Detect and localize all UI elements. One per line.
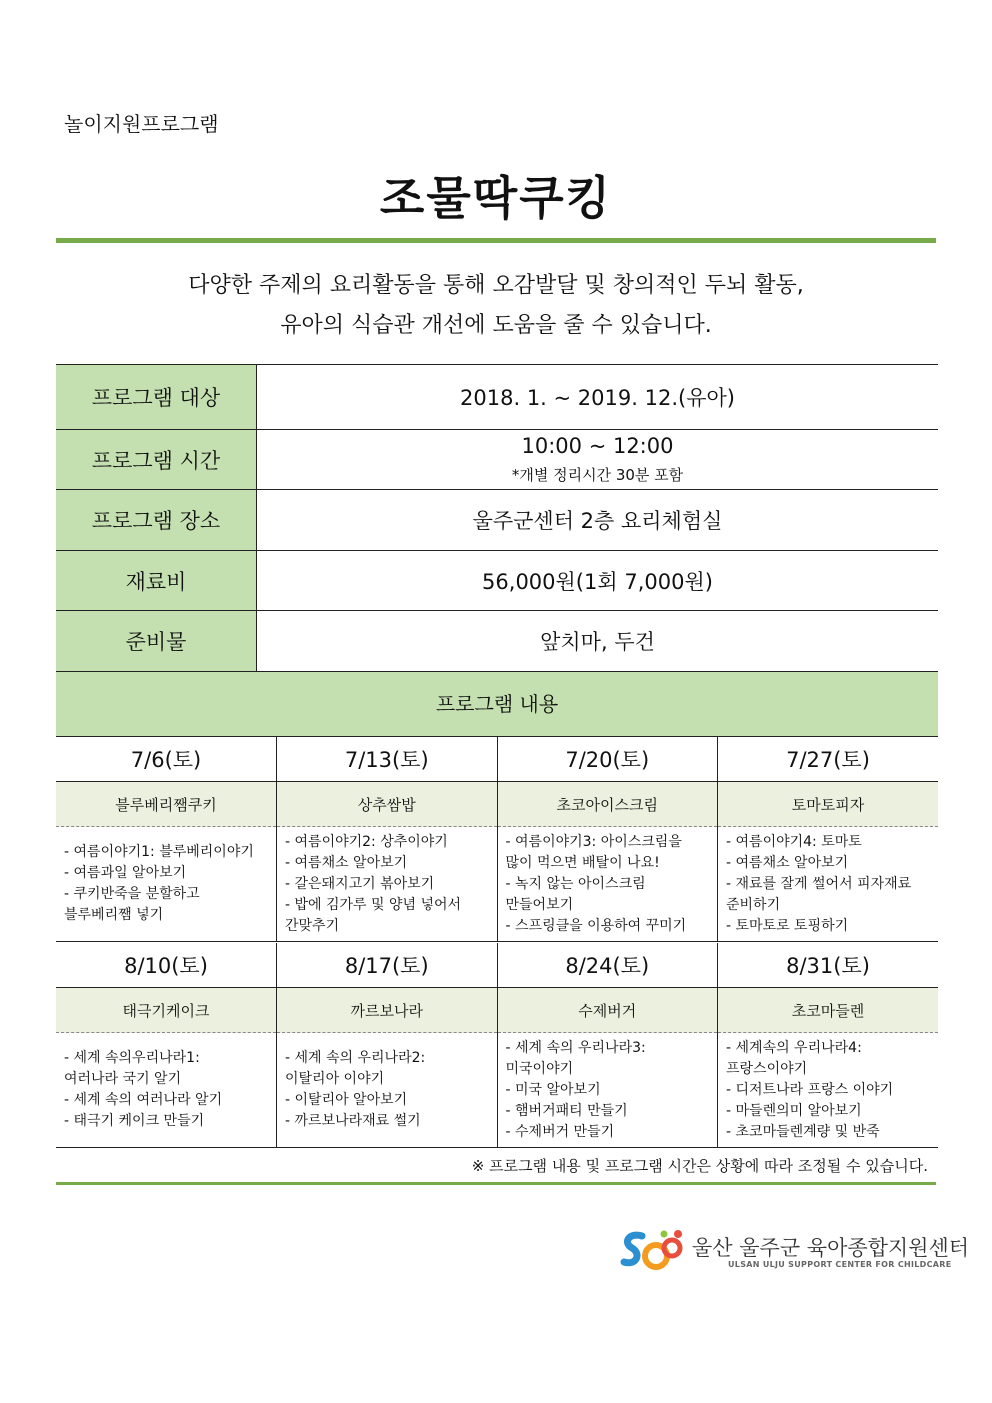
activity-list xyxy=(285,1048,491,1132)
activity-item: - 세계속의 우리나라4: xyxy=(726,1038,932,1059)
activity-item-continued: 이탈리아 이야기 xyxy=(285,1071,385,1087)
date-row xyxy=(56,943,938,988)
activity-item: - 밥에 김가루 및 양념 넣어서 xyxy=(285,895,491,916)
activity-cell xyxy=(497,1033,718,1148)
activity-cell xyxy=(718,1033,939,1148)
activity-cell xyxy=(277,1033,498,1148)
activity-item: - 까르보나라재료 썰기 xyxy=(285,1111,491,1132)
activity-item: - 토마토로 토핑하기 xyxy=(726,916,932,937)
activity-item: - 갈은돼지고기 볶아보기 xyxy=(285,874,491,895)
session-menu: 태극기케이크 xyxy=(56,988,277,1033)
activity-item-continued: 간맞추기 xyxy=(285,917,340,934)
info-row-supplies xyxy=(56,611,938,672)
fee-value: 56,000원(1회 7,000원) xyxy=(257,551,939,611)
center-logo-icon xyxy=(620,1228,686,1272)
activity-item: - 햄버거패티 만들기 xyxy=(506,1101,712,1122)
activity-row xyxy=(56,1033,938,1148)
program-category: 놀이지원프로그램 xyxy=(64,112,219,136)
activity-item-continued: 준비하기 xyxy=(726,896,781,913)
activity-list xyxy=(64,842,270,926)
info-row-place xyxy=(56,490,938,551)
session-date: 8/24(토) xyxy=(497,943,718,988)
session-date: 7/27(토) xyxy=(718,737,939,782)
fee-label: 재료비 xyxy=(56,551,257,611)
activity-cell xyxy=(56,827,277,942)
menu-row xyxy=(56,782,938,827)
intro-line-2: 유아의 식습관 개선에 도움을 줄 수 있습니다. xyxy=(280,313,712,338)
activity-item: - 스프링클을 이용하여 꾸미기 xyxy=(506,916,712,937)
session-date: 7/20(토) xyxy=(497,737,718,782)
date-row xyxy=(56,737,938,782)
activity-list xyxy=(726,1038,932,1143)
activity-item-continued: 블루베리쨈 넣기 xyxy=(64,907,164,923)
page-title: 조물딱쿠킹 xyxy=(379,171,613,225)
center-name: 울산 울주군 육아종합지원센터 xyxy=(692,1236,970,1260)
time-cell xyxy=(257,430,939,490)
activity-cell xyxy=(56,1033,277,1148)
content-header: 프로그램 내용 xyxy=(56,672,938,737)
activity-item: - 여름이야기4: 토마토 xyxy=(726,832,932,853)
activity-item: - 태극기 케이크 만들기 xyxy=(64,1111,270,1132)
activity-item: - 세계 속의 우리나라3: xyxy=(506,1038,712,1059)
program-info-table xyxy=(56,364,938,672)
activity-item: - 세계 속의우리나라1: xyxy=(64,1048,270,1069)
activity-item: - 여름과일 알아보기 xyxy=(64,863,270,884)
adjustment-note: ※ 프로그램 내용 및 프로그램 시간은 상황에 따라 조정될 수 있습니다. xyxy=(471,1157,928,1175)
place-label: 프로그램 장소 xyxy=(56,490,257,551)
session-date: 8/17(토) xyxy=(277,943,498,988)
activity-item: - 세계 속의 우리나라2: xyxy=(285,1048,491,1069)
center-name-english: ULSAN ULJU SUPPORT CENTER FOR CHILDCARE xyxy=(728,1260,952,1269)
activity-row xyxy=(56,827,938,942)
session-menu: 상추쌈밥 xyxy=(277,782,498,827)
activity-item: - 마들렌의미 알아보기 xyxy=(726,1101,932,1122)
activity-list xyxy=(64,1048,270,1132)
info-row-fee xyxy=(56,551,938,611)
activity-cell xyxy=(497,827,718,942)
activity-cell xyxy=(718,827,939,942)
activity-list xyxy=(726,832,932,937)
activity-list xyxy=(506,832,712,937)
time-label: 프로그램 시간 xyxy=(56,430,257,490)
title-divider xyxy=(56,238,936,243)
supplies-label: 준비물 xyxy=(56,611,257,672)
footer-divider xyxy=(56,1182,936,1185)
session-menu: 초코마들렌 xyxy=(718,988,939,1033)
activity-item: - 재료를 잘게 썰어서 피자재료 xyxy=(726,874,932,895)
info-row-time xyxy=(56,430,938,490)
activity-list xyxy=(285,832,491,937)
session-date: 7/13(토) xyxy=(277,737,498,782)
session-menu: 수제버거 xyxy=(497,988,718,1033)
center-logo xyxy=(620,1228,970,1278)
activity-item-continued: 미국이야기 xyxy=(505,1060,574,1077)
time-value: 10:00 ~ 12:00 xyxy=(521,434,674,458)
activity-item: - 여름이야기2: 상추이야기 xyxy=(285,832,491,853)
activity-item: - 여름이야기3: 아이스크림을 xyxy=(506,832,712,853)
session-date: 8/31(토) xyxy=(718,943,939,988)
schedule-week-1 xyxy=(56,737,938,942)
activity-item: - 세계 속의 여러나라 알기 xyxy=(64,1090,270,1111)
activity-item-continued: 만들어보기 xyxy=(505,896,574,913)
info-row-target xyxy=(56,365,938,430)
activity-cell xyxy=(277,827,498,942)
activity-item: - 여름채소 알아보기 xyxy=(285,853,491,874)
activity-item-continued: 많이 먹으면 배탈이 나요! xyxy=(505,854,660,871)
schedule-week-2 xyxy=(56,943,938,1148)
session-menu: 초코아이스크림 xyxy=(497,782,718,827)
activity-item-continued: 프랑스이야기 xyxy=(726,1060,808,1077)
session-menu: 블루베리쨈쿠키 xyxy=(56,782,277,827)
activity-item: - 여름이야기1: 블루베리이야기 xyxy=(64,842,270,863)
activity-item: - 이탈리아 알아보기 xyxy=(285,1090,491,1111)
activity-item: - 여름채소 알아보기 xyxy=(726,853,932,874)
supplies-value: 앞치마, 두건 xyxy=(257,611,939,672)
target-value: 2018. 1. ~ 2019. 12.(유아) xyxy=(257,365,939,430)
activity-item: - 녹지 않는 아이스크림 xyxy=(506,874,712,895)
target-label: 프로그램 대상 xyxy=(56,365,257,430)
menu-row xyxy=(56,988,938,1033)
session-date: 7/6(토) xyxy=(56,737,277,782)
intro-text xyxy=(0,266,992,346)
session-menu: 토마토피자 xyxy=(718,782,939,827)
session-date: 8/10(토) xyxy=(56,943,277,988)
place-value: 울주군센터 2층 요리체험실 xyxy=(257,490,939,551)
intro-line-1: 다양한 주제의 요리활동을 통해 오감발달 및 창의적인 두뇌 활동, xyxy=(188,273,804,298)
session-menu: 까르보나라 xyxy=(277,988,498,1033)
activity-item: - 디저트나라 프랑스 이야기 xyxy=(726,1080,932,1101)
activity-list xyxy=(506,1038,712,1143)
activity-item: - 초코마들렌계량 및 반죽 xyxy=(726,1122,932,1143)
activity-item-continued: 여러나라 국기 알기 xyxy=(64,1071,182,1087)
time-note: *개별 정리시간 30분 포함 xyxy=(511,466,684,484)
activity-item: - 쿠키반죽을 분할하고 xyxy=(64,884,270,905)
activity-item: - 미국 알아보기 xyxy=(506,1080,712,1101)
activity-item: - 수제버거 만들기 xyxy=(506,1122,712,1143)
